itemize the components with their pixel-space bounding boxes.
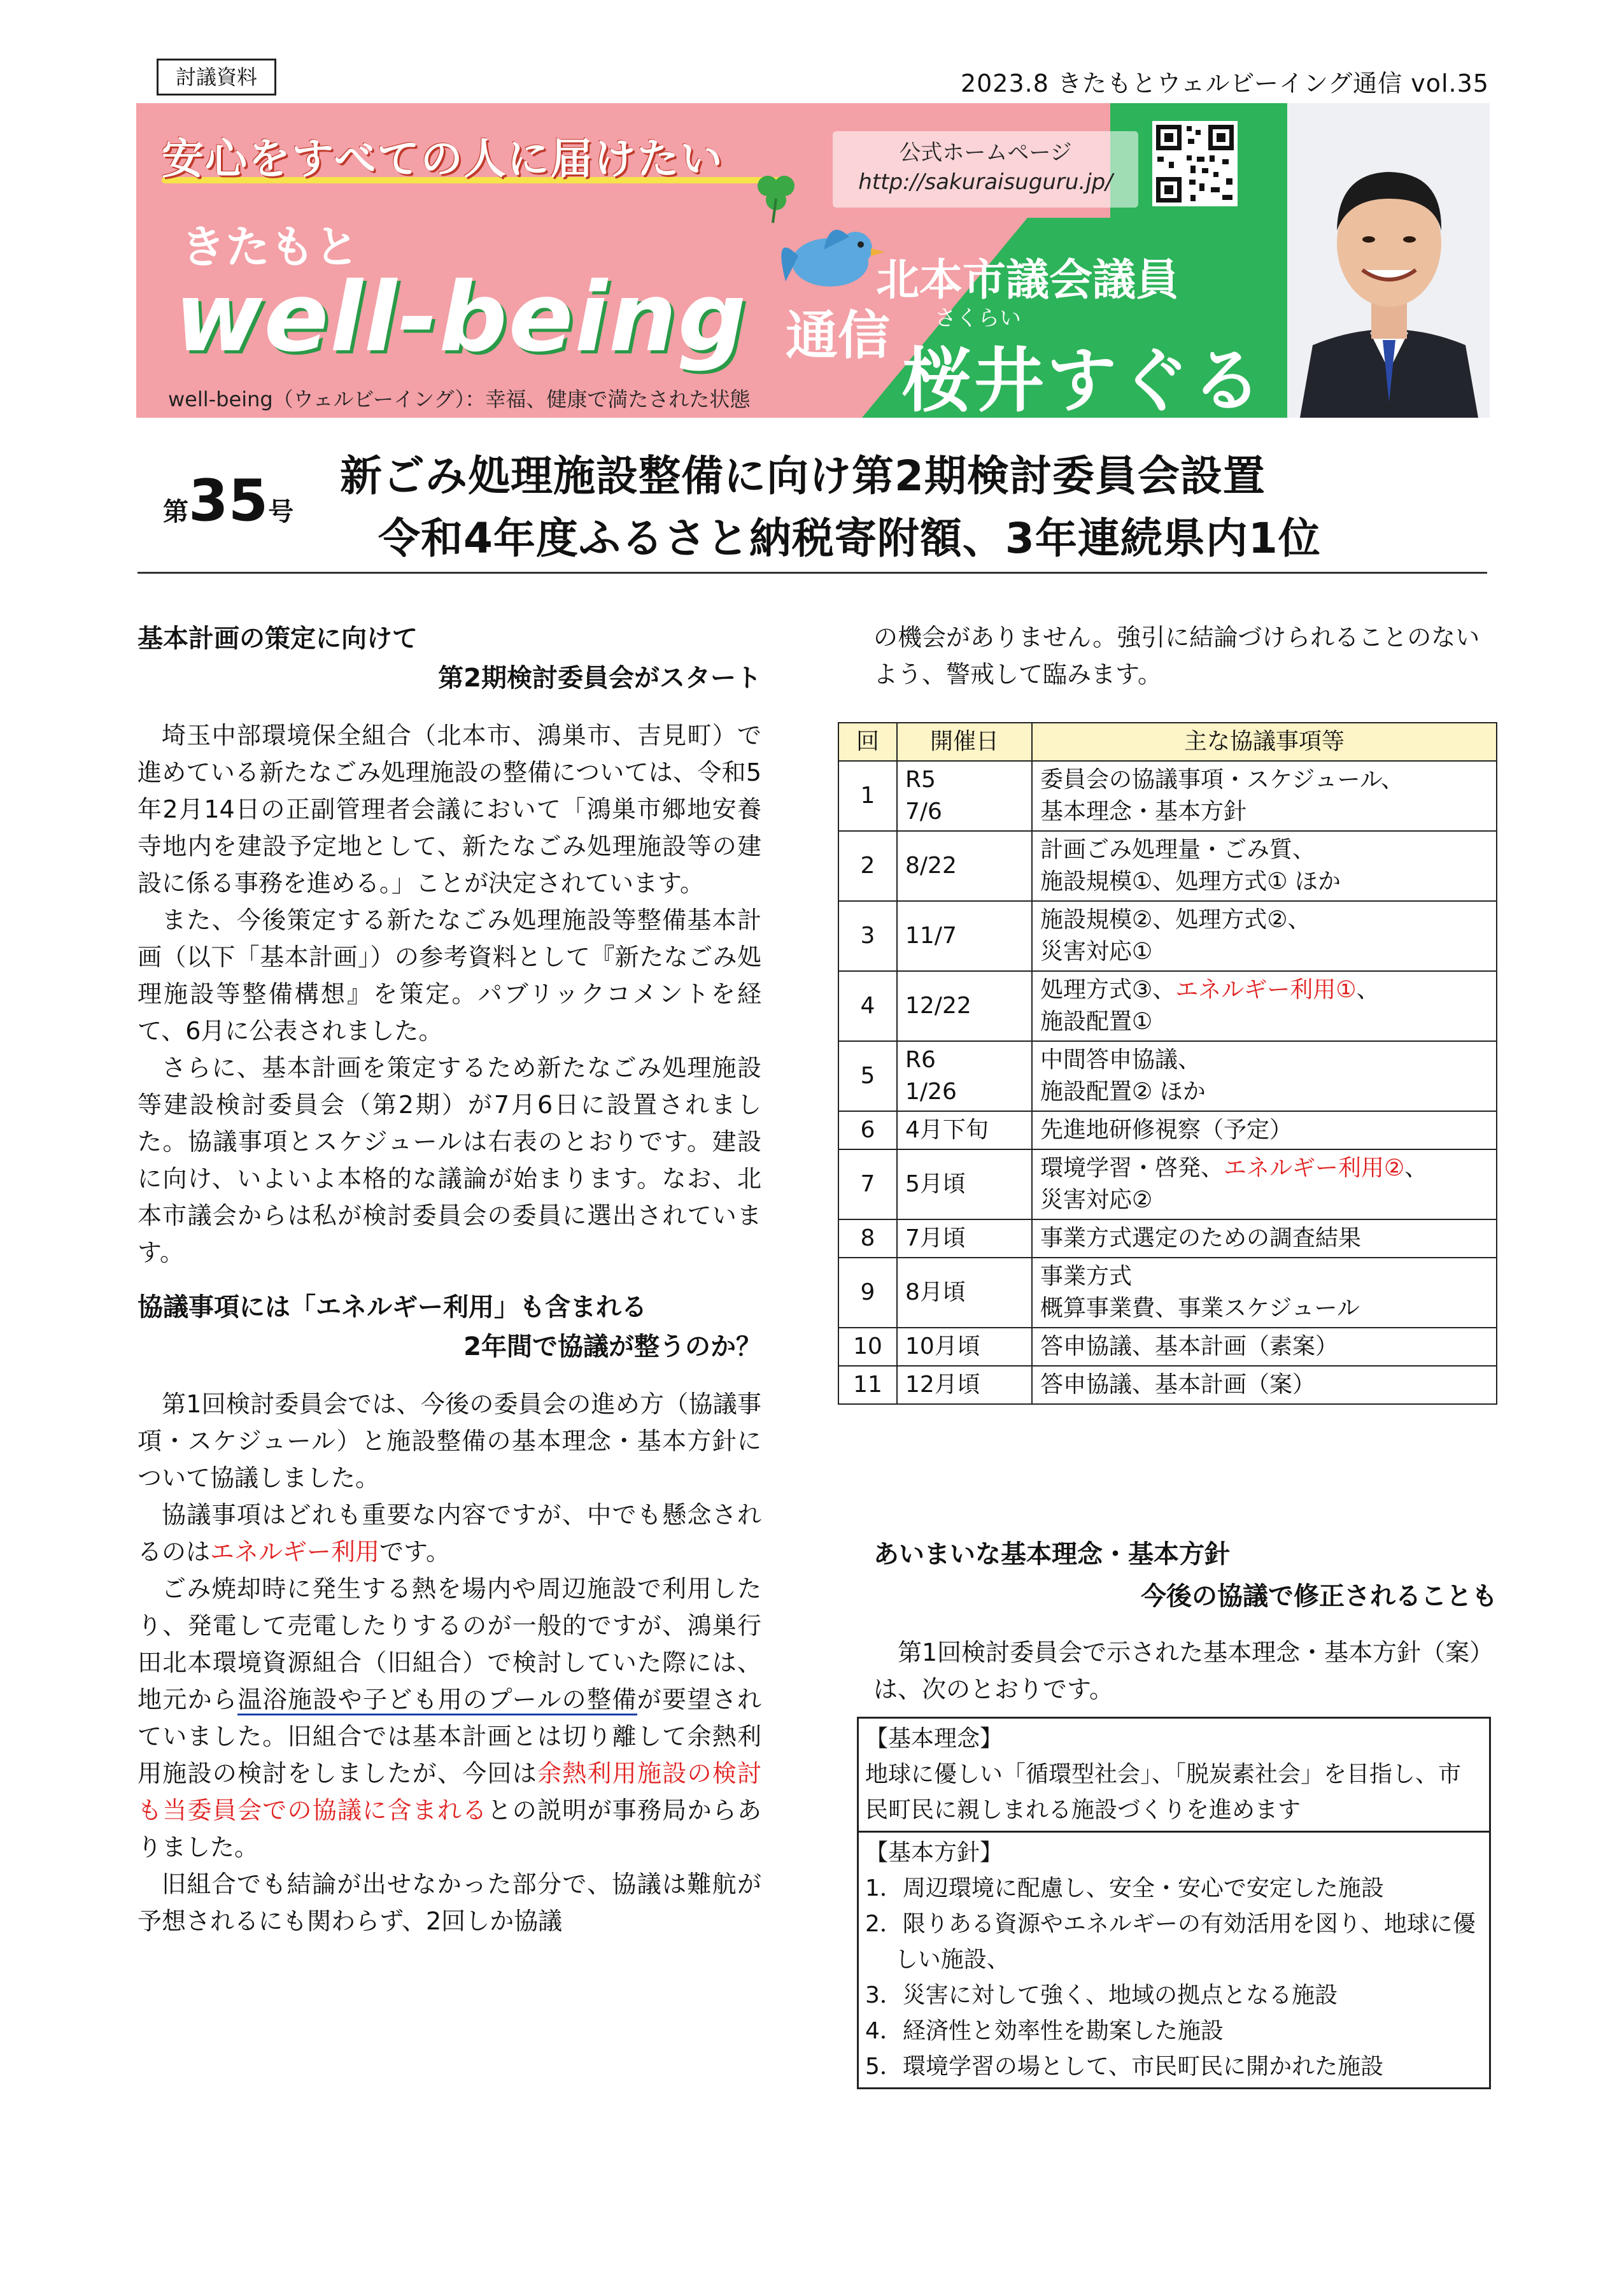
issue-number [163, 467, 293, 534]
item-line: 施設規模①、処理方式① ほか [1040, 869, 1341, 895]
cell-round: 1 [838, 761, 897, 831]
cell-date [897, 1041, 1032, 1111]
text-span: です。 [379, 1538, 450, 1566]
section-heading-line-1: 基本計画の策定に向けて [138, 624, 418, 653]
title-divider [138, 572, 1487, 574]
item-line: 委員会の協議事項・スケジュール、 [1040, 767, 1404, 793]
cell-date: 4月下旬 [897, 1111, 1032, 1149]
bird-icon [760, 211, 887, 301]
headline-2: 令和4年度ふるさと納税寄附額、3年連続県内1位 [378, 514, 1321, 563]
issue-info: 2023.8 きたもとウェルビーイング通信 vol.35 [960, 69, 1489, 97]
member-name: 桜井すぐる [901, 340, 1264, 418]
cell-items [1032, 1258, 1497, 1328]
paragraph [138, 1496, 761, 1570]
text-span: 協議事項はどれも重要な内容ですが、中でも懸念されるのは [138, 1501, 761, 1566]
cell-items [1032, 761, 1497, 831]
issue-number-value: 35 [188, 467, 269, 534]
cell-round: 7 [838, 1149, 897, 1219]
banner-wellbeing-logo: well-being [174, 262, 748, 373]
item-line: 災害対応① [1040, 939, 1153, 965]
list-item: 4．経済性と効率性を勘案した施設 [865, 2018, 1224, 2044]
paragraph: さらに、基本計画を策定するため新たなごみ処理施設等建設検討委員会（第2期）が7月6日に設置されました。協議事項とスケジュールは右表のとおりです。建設に向け、いよいよ本格的な議論が始まります。なお、北本市議会からは私が検討委員会の委員に選出されています。 [138, 1054, 761, 1267]
banner-tsushin: 通信 [786, 306, 891, 366]
item-line: 先進地研修視察（予定） [1040, 1117, 1293, 1143]
cell-date [897, 761, 1032, 831]
cell-date: 12月頃 [897, 1366, 1032, 1404]
cell-items [1032, 1219, 1497, 1258]
underlined-text: 温浴施設や子ども用のプールの整備 [237, 1686, 637, 1715]
left-column [138, 619, 761, 1940]
item-line: 施設規模②、処理方式②、 [1040, 907, 1311, 933]
right-continuation: の機会がありません。強引に結論づけられることのないよう、警戒して臨みます。 [873, 623, 1480, 688]
table-row [838, 1258, 1497, 1328]
headline-1: 新ごみ処理施設整備に向け第2期検討委員会設置 [340, 451, 1266, 501]
paragraph: また、今後策定する新たなごみ処理施設等整備基本計画（以下「基本計画」）の参考資料として『新たなごみ処理施設等整備構想』を策定。パブリックコメントを経て、6月に公表されました。 [138, 906, 761, 1045]
portrait-photo [1287, 103, 1490, 418]
item-line: 答申協議、基本計画（案） [1040, 1372, 1316, 1398]
cell-items [1032, 1366, 1497, 1404]
section-heading-line-2: 第2期検討委員会がスタート [438, 664, 761, 693]
section-heading-line-2: 今後の協議で修正されることも [1141, 1582, 1497, 1611]
wellbeing-definition: well-being（ウェルビーイング）：幸福、健康で満たされた状態 [168, 387, 751, 411]
council-member-title: 北本市議会議員 [876, 255, 1180, 306]
text-span: 処理方式③、 [1040, 977, 1176, 1003]
header-round: 回 [838, 723, 897, 761]
name-ruby: さくらい [935, 306, 1021, 331]
list-item: 2．限りある資源やエネルギーの有効活用を図り、地球に優しい施設、 [865, 1911, 1476, 1973]
cell-round: 2 [838, 831, 897, 901]
table-row [838, 1149, 1497, 1219]
homepage-label: 公式ホームページ [899, 140, 1072, 166]
homepage-box [833, 131, 1138, 208]
basic-policy-block [859, 1831, 1489, 2087]
cell-round: 9 [838, 1258, 897, 1328]
cell-round: 5 [838, 1041, 897, 1111]
cell-items [1032, 1149, 1497, 1219]
section-heading-block [873, 1533, 1497, 1617]
cell-date: 5月頃 [897, 1149, 1032, 1219]
list-item: 3．災害に対して強く、地域の拠点となる施設 [865, 1982, 1338, 2008]
cell-round: 8 [838, 1219, 897, 1258]
text-span: が要望されていました。旧組合では基本計画とは切り離して余熱利用施設の検討をしましたが、今回は [138, 1686, 761, 1787]
cell-date: 8/22 [897, 831, 1032, 901]
text-span: 、 [1356, 977, 1380, 1003]
text-span: ごみ焼却時に発生する熱を場内や周辺施設で利用したり、発電して売電したりするのが一般的ですが、鴻巣行田北本環境資源組合（旧組合）で検討していた際には、地元から [138, 1575, 761, 1714]
text-span: との説明が事務局からありました。 [138, 1796, 761, 1861]
table-row [838, 1219, 1497, 1258]
list-item: 1．周辺環境に配慮し、安全・安心で安定した施設 [865, 1875, 1384, 1901]
banner-slogan: 安心をすべての人に届けたい [162, 134, 724, 183]
issue-prefix: 第 [163, 497, 188, 527]
cell-date: 11/7 [897, 901, 1032, 971]
cell-items [1032, 1041, 1497, 1111]
table-row [838, 1366, 1497, 1404]
principles-box [857, 1717, 1491, 2089]
cell-date: 7月頃 [897, 1219, 1032, 1258]
highlight-text: 余熱利用施設の検討も当委員会での協議に含まれる [138, 1759, 761, 1824]
text-span: 、 [1404, 1155, 1428, 1181]
item-line: 計画ごみ処理量・ごみ質、 [1040, 837, 1316, 863]
concept-text: 地球に優しい「循環型社会」、「脱炭素社会」を目指し、市民町民に親しまれる施設づくりを進めます [865, 1761, 1462, 1823]
item-line: 中間答申協議、 [1040, 1047, 1201, 1073]
cell-round: 11 [838, 1366, 897, 1404]
item-line: 災害対応② [1040, 1187, 1153, 1213]
section-heading-line-2: 2年間で協議が整うのか？ [463, 1332, 761, 1361]
banner-kitamoto: きたもと [181, 221, 359, 273]
item-line: 事業方式 [1040, 1263, 1133, 1289]
cell-date: 10月頃 [897, 1328, 1032, 1366]
cell-items [1032, 901, 1497, 971]
section-heading-energy [138, 1288, 761, 1367]
date-line: 7/6 [905, 799, 942, 825]
cell-round: 6 [838, 1111, 897, 1149]
table-row [838, 901, 1497, 971]
paragraph: 第1回検討委員会で示された基本理念・基本方針（案）は、次のとおりです。 [873, 1638, 1482, 1703]
schedule-table [838, 722, 1497, 1405]
item-line: 基本理念・基本方針 [1040, 799, 1247, 825]
date-line: 1/26 [905, 1079, 957, 1105]
paragraph: 埼玉中部環境保全組合（北本市、鴻巣市、吉見町）で進めている新たなごみ処理施設の整備については、令和5年2月14日の正副管理者会議において「鴻巣市郷地安養寺地内を建設予定地として、新たなごみ処理施設等の建設に係る事務を進める。」ことが決定されています。 [138, 721, 761, 897]
date-line: R6 [905, 1047, 936, 1073]
homepage-url[interactable]: http://sakuraisuguru.jp/ [858, 169, 1113, 195]
item-line: 答申協議、基本計画（素案） [1040, 1333, 1339, 1360]
portrait-illustration [1287, 103, 1490, 418]
cell-items [1032, 971, 1497, 1041]
section-heading-line-1: あいまいな基本理念・基本方針 [873, 1540, 1230, 1569]
discussion-material-tag: 討議資料 [157, 59, 276, 96]
table-row [838, 1041, 1497, 1111]
item-line: 施設配置① [1040, 1009, 1153, 1035]
table-row [838, 761, 1497, 831]
table-row [838, 831, 1497, 901]
cell-round: 10 [838, 1328, 897, 1366]
table-row [838, 1328, 1497, 1366]
paragraph: 旧組合でも結論が出せなかった部分で、協議は難航が予想されるにも関わらず、2回しか協議 [138, 1870, 761, 1935]
item-line [1040, 974, 1488, 1006]
table-row [838, 1111, 1497, 1149]
basic-concept-block [859, 1719, 1489, 1831]
table-header-row [838, 723, 1497, 761]
item-line: 概算事業費、事業スケジュール [1040, 1295, 1360, 1321]
header-items: 主な協議事項等 [1032, 723, 1497, 761]
item-line: 施設配置② ほか [1040, 1079, 1206, 1105]
header-date: 開催日 [897, 723, 1032, 761]
date-line: R5 [905, 767, 936, 793]
cell-items [1032, 831, 1497, 901]
section-heading-line-1: 協議事項には「エネルギー利用」も含まれる [138, 1293, 647, 1322]
section-heading-principles [873, 1533, 1497, 1617]
section-heading-committee [138, 619, 761, 698]
cell-items [1032, 1111, 1497, 1149]
paragraph [138, 1570, 761, 1866]
issue-suffix: 号 [268, 497, 294, 527]
cell-date: 12/22 [897, 971, 1032, 1041]
highlight-text: エネルギー利用 [210, 1538, 380, 1566]
paragraph: 第1回検討委員会では、今後の委員会の進め方（協議事項・スケジュール）と施設整備の基本理念・基本方針について協議しました。 [138, 1390, 761, 1492]
highlight-text: エネルギー利用① [1175, 977, 1357, 1003]
text-span: 環境学習・啓発、 [1040, 1155, 1224, 1181]
item-line [1040, 1153, 1488, 1184]
cell-items [1032, 1328, 1497, 1366]
cell-date: 8月頃 [897, 1258, 1032, 1328]
qr-code-icon [1152, 121, 1238, 206]
cell-round: 4 [838, 971, 897, 1041]
policy-label: 【基本方針】 [865, 1840, 1003, 1866]
item-line: 事業方式選定のための調査結果 [1040, 1225, 1362, 1251]
cell-round: 3 [838, 901, 897, 971]
highlight-text: エネルギー利用② [1224, 1155, 1405, 1181]
newsletter-banner [136, 103, 1490, 418]
concept-label: 【基本理念】 [865, 1726, 1003, 1752]
table-row [838, 971, 1497, 1041]
list-item: 5．環境学習の場として、市民町民に開かれた施設 [865, 2054, 1384, 2080]
